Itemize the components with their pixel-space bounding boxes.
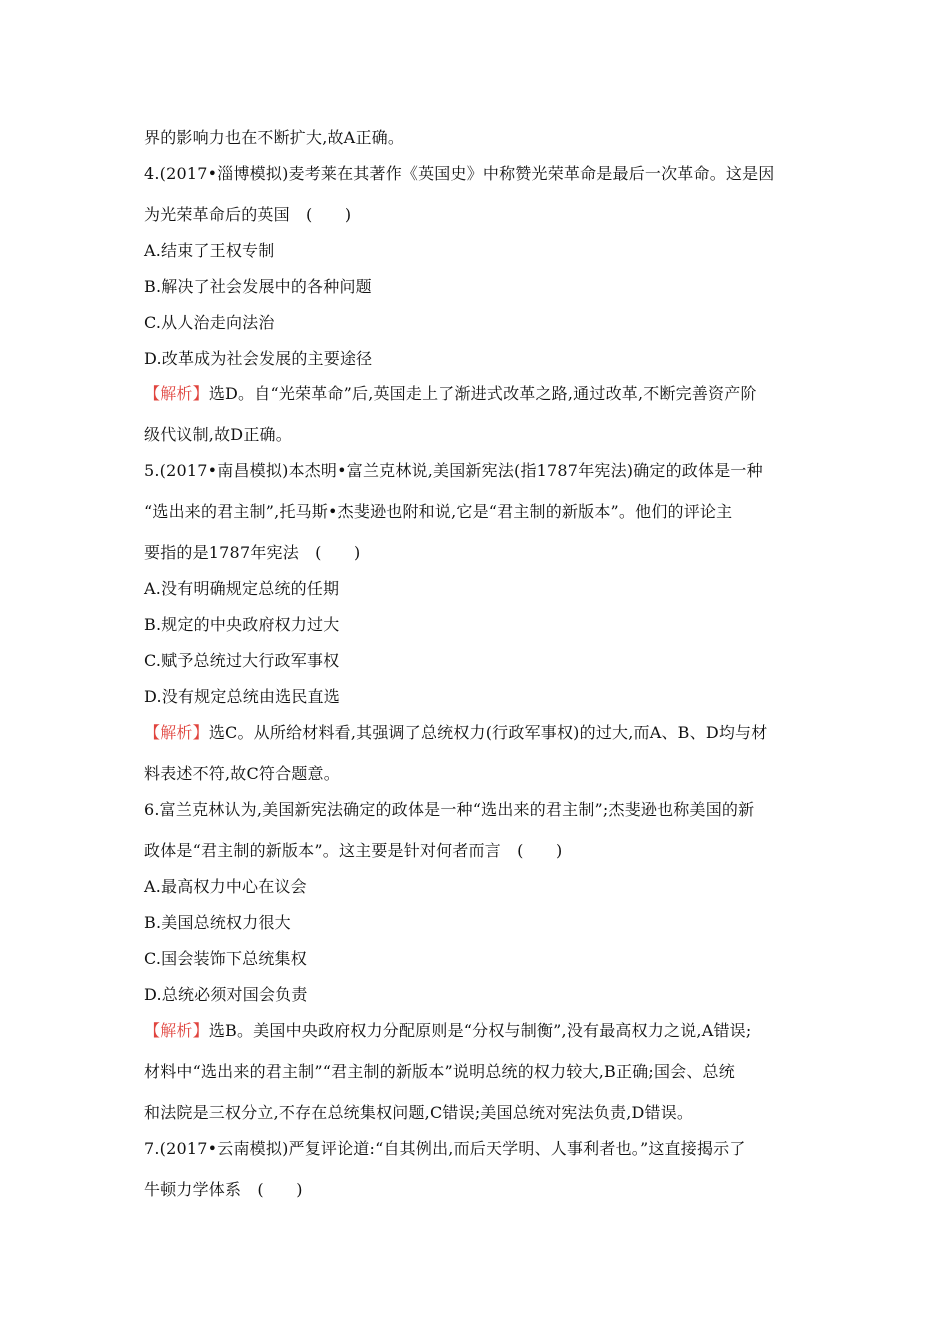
question-6-stem-cont: 政体是“君主制的新版本”。这主要是针对何者而言 ( ): [144, 841, 563, 860]
analysis-text: 选B。美国中央政府权力分配原则是“分权与制衡”,没有最高权力之说,A错误;: [208, 1021, 752, 1040]
option-b: B.规定的中央政府权力过大: [144, 615, 340, 634]
option-c: C.从人治走向法治: [144, 313, 275, 332]
option-a: A.没有明确规定总统的任期: [144, 579, 340, 598]
option-d: D.改革成为社会发展的主要途径: [144, 349, 373, 368]
analysis-4: [144, 383, 757, 405]
option-c: C.赋予总统过大行政军事权: [144, 651, 340, 670]
question-5-stem-cont: 要指的是1787年宪法 ( ): [144, 543, 361, 562]
option-a: A.结束了王权专制: [144, 241, 275, 260]
option-b: B.解决了社会发展中的各种问题: [144, 277, 372, 296]
analysis-6: [144, 1020, 751, 1042]
analysis-5-cont: 料表述不符,故C符合题意。: [144, 764, 340, 783]
analysis-4-cont: 级代议制,故D正确。: [144, 425, 292, 444]
question-7-stem: 7.(2017•云南模拟)严复评论道:“自其例出,而后天学明、人事利者也。”这直接揭示了: [144, 1139, 746, 1158]
question-4-stem-cont: 为光荣革命后的英国 ( ): [144, 205, 352, 224]
option-a: A.最高权力中心在议会: [144, 877, 307, 896]
analysis-text: 选C。从所给材料看,其强调了总统权力(行政军事权)的过大,而A、B、D均与材: [208, 723, 768, 742]
question-6-stem: 6.富兰克林认为,美国新宪法确定的政体是一种“选出来的君主制”;杰斐逊也称美国的新: [144, 800, 755, 819]
option-d: D.总统必须对国会负责: [144, 985, 308, 1004]
question-4-stem: 4.(2017•淄博模拟)麦考莱在其著作《英国史》中称赞光荣革命是最后一次革命。这是因: [144, 164, 775, 183]
analysis-tag: 【解析】: [144, 384, 209, 403]
option-c: C.国会装饰下总统集权: [144, 949, 307, 968]
option-b: B.美国总统权力很大: [144, 913, 291, 932]
analysis-6-cont: 材料中“选出来的君主制”“君主制的新版本”说明总统的权力较大,B正确;国会、总统: [144, 1062, 735, 1081]
question-5-stem-cont: “选出来的君主制”,托马斯•杰斐逊也附和说,它是“君主制的新版本”。他们的评论主: [144, 502, 733, 521]
question-5-stem: 5.(2017•南昌模拟)本杰明•富兰克林说,美国新宪法(指1787年宪法)确定的政体是一种: [144, 461, 763, 480]
analysis-tag: 【解析】: [144, 1021, 209, 1040]
analysis-6-cont: 和法院是三权分立,不存在总统集权问题,C错误;美国总统对宪法负责,D错误。: [144, 1103, 694, 1122]
analysis-tag: 【解析】: [144, 723, 209, 742]
analysis-5: [144, 722, 767, 744]
analysis-text: 选D。自“光荣革命”后,英国走上了渐进式改革之路,通过改革,不断完善资产阶: [208, 384, 757, 403]
text-line: 界的影响力也在不断扩大,故A正确。: [144, 128, 405, 147]
option-d: D.没有规定总统由选民直选: [144, 687, 340, 706]
question-7-stem-cont: 牛顿力学体系 ( ): [144, 1180, 303, 1199]
